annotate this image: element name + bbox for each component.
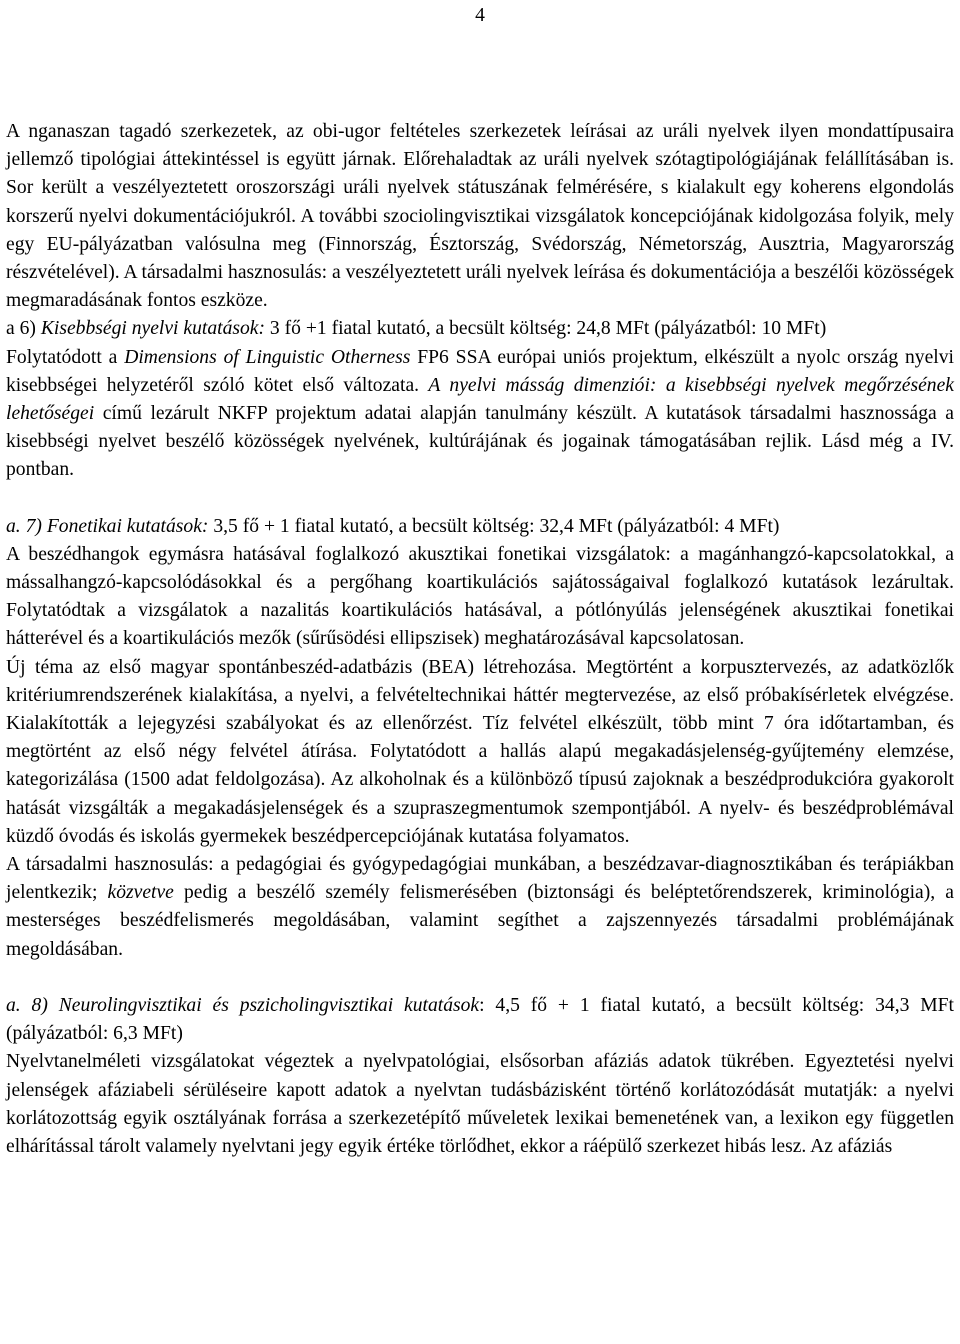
page-number: 4 [475,5,485,26]
section-6 [6,315,954,343]
section-6-text-3: című lezárult NKFP projektum adatai alapján tanulmány készült. A kutatások társadalmi hasznossága a kisebbségi nyelvet beszélő közösségek nyelvének, kultúrájának és jogainak támogatásában rejlik. Lásd még a IV. pontban. [6,403,954,481]
section-7-paragraph-3 [6,851,954,964]
project-title: Dimensions of Linguistic Otherness [124,346,411,368]
nkfp-title: A nyelvi másság dimenziói: a kisebbségi nyelvek megőrzésének lehetőségei [6,374,954,425]
section-7-p3-text-a: A társadalmi hasznosulás: a pedagógiai és gyógypedagógiai munkában, a beszédzavar-diagnosztikában és terápiákban jelentkezik; [6,854,954,904]
section-6-text-1: Folytatódott a [6,346,125,368]
section-7-p3-text-b: pedig a beszélő személy felismerésében (biztonsági és beléptetőrendszerek, kriminológia), a mesterséges beszédfelismerés megoldásában, valamint segíthet a zajszennyezés társadalmi problémájának megoldásában. [6,882,954,960]
section-7 [6,513,954,541]
page-content [6,118,954,1161]
section-8-details: : 4,5 fő + 1 fiatal kutató, a becsült költség: 34,3 MFt (pályázatból: 6,3 MFt) [6,994,955,1045]
intro-paragraph: A nganaszan tagadó szerkezetek, az obi-ugor feltételes szerkezetek leírásai az uráli nyelvek ilyen mondattípusaira jellemző tipológiai áttekintéssel is együtt járnak. Előrehaladtak az uráli nyelvek szótagtipológiájának felállításában is. Sor került a veszélyeztetett oroszországi uráli nyelvek státuszának felmérésére, s kialakult egy koherens elgondolás korszerű nyelvi dokumentációjukról. A további szociolingvisztikai vizsgálatok koncepciójának kidolgozása folyik, mely egy EU-pályázatban valósulna meg (Finnország, Észtország, Svédország, Németország, Ausztria, Magyarország részvételével). A társadalmi hasznosulás: a veszélyeztetett uráli nyelvek leírása és dokumentációja a beszélői közösségek megmaradásának fontos eszköze. [6,121,954,312]
section-7-prefix: a. 7) [6,515,47,537]
section-7-paragraph-2: Új téma az első magyar spontánbeszéd-adatbázis (BEA) létrehozása. Megtörtént a korpusztervezés, az adatközlők kritériumrendszerének kialakítása, a nyelvi, a felvételtechnikai háttér megtervezése, az első próbakísérletek elvégzése. Kialakították a lejegyzési szabályokat és az ellenőrzést. Tíz felvétel elkészült, több mint 7 óra időtartamban, és megtörtént az első négy felvétel átírása. Folytatódott a hallás alapú megakadásjelenség-gyűjtemény elemzése, kategorizálása (1500 adat feldolgozása). Az alkoholnak és a különböző típusú zajoknak a beszédprodukcióra gyakorolt hatását vizsgálták a megakadásjelenségek és a szupraszegmentumok szempontjából. A nyelv- és beszédproblémával küzdő óvodás és iskolás gyermekek beszédpercepciójának kutatása folyamatos. [6,656,954,847]
section-7-details: 3,5 fő + 1 fiatal kutató, a becsült költség: 32,4 MFt (pályázatból: 4 MFt) [208,515,780,537]
section-7-p3-italic: közvetve [107,882,174,904]
section-7-paragraph-1: A beszédhangok egymásra hatásával foglalkozó akusztikai fonetikai vizsgálatok: a magánhangzó-kapcsolatokkal, a mássalhangzó-kapcsolódásokkal és a pergőhang koartikulációs sajátosságaival foglalkozó kutatások lezárultak. Folytatódtak a vizsgálatok a nazalitás koartikulációs hatásával, a pótlónyúlás jelenségének akusztikai fonetikai hátterével és a koartikulációs mezők (sűrűsödési ellipszisek) meghatározásával kapcsolatosan. [6,543,954,650]
section-6-text-2: FP6 SSA európai uniós projektum, elkészült a nyolc ország nyelvi kisebbségei helyzetéről szóló kötet első változata. [6,346,954,396]
section-6-prefix: a 6) [6,318,41,340]
section-7-title: Fonetikai kutatások: [46,515,209,537]
section-6-body [6,344,954,485]
section-8-title: a. 8) Neurolingvisztikai és pszicholingvisztikai kutatások [6,994,480,1016]
spacer [6,485,954,513]
section-6-details: 3 fő +1 fiatal kutató, a becsült költség: 24,8 MFt (pályázatból: 10 MFt) [265,318,827,340]
section-8-paragraph-1: Nyelvtanelméleti vizsgálatokat végeztek a nyelvpatológiai, elsősorban afáziás adatok tükrében. Egyeztetési nyelvi jelenségek afáziabeli sérüléseire kapott adatok a nyelvtan tudásbázisként történő korlátozódását mutatják: a nyelvi korlátozottság egyik osztályának forrása a szerkezetépítő műveletek lexikai bemenetének van, a lexikon egy független elhárítással tárolt valamely nyelvtani jegy egyik értéke törlődhet, ekkor a ráépülő szerkezet hibás lesz. Az afáziás [6,1051,954,1157]
spacer [6,964,954,992]
section-6-title: Kisebbségi nyelvi kutatások: [40,318,266,340]
section-8 [6,992,954,1048]
